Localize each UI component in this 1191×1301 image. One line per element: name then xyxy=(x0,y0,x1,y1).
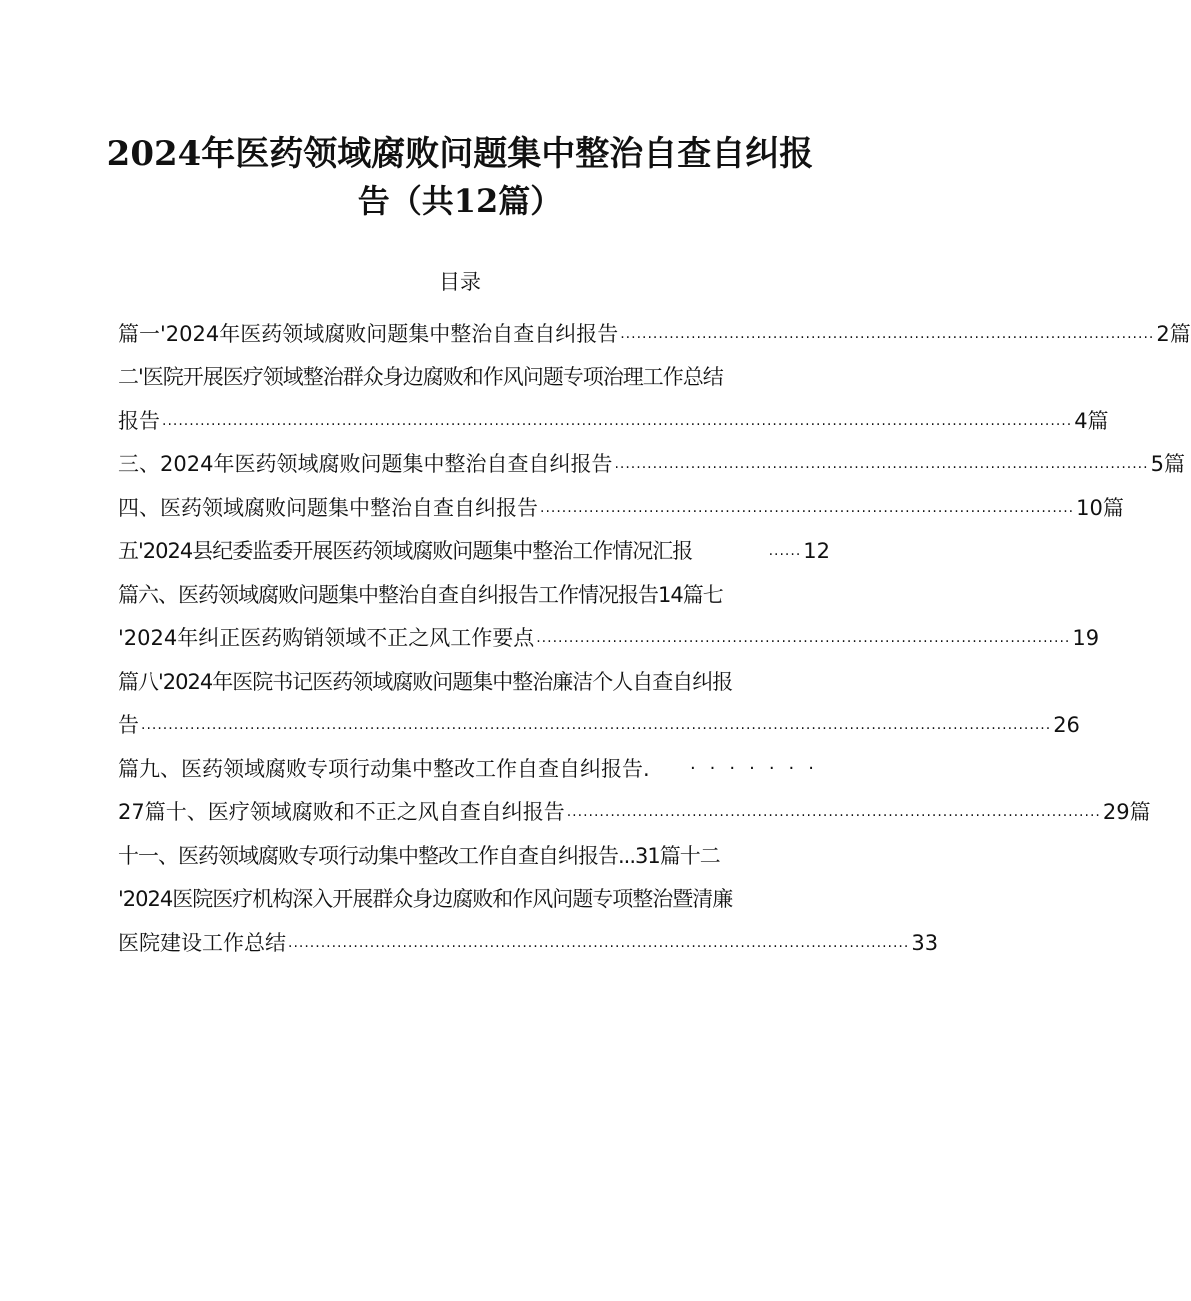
toc-entry-text: 篇六、医药领域腐败问题集中整治自查自纠报告工作情况报告14篇七 xyxy=(118,582,723,607)
toc-entry-text: 27篇十、医疗领域腐败和不正之风自查自纠报告 xyxy=(118,800,565,825)
toc-entry-text: 报告 xyxy=(118,408,160,433)
toc-entry-text: '2024医院医疗机构深入开展群众身边腐败和作风问题专项整治暨清廉 xyxy=(118,887,733,912)
toc-line-5[interactable] xyxy=(118,486,1124,530)
table-of-contents xyxy=(118,312,1191,965)
toc-leader-dots: .................................................................................................. xyxy=(614,456,1149,473)
document-title-line2: 告（共12篇） xyxy=(357,182,563,220)
toc-leader-dots: ...... xyxy=(768,543,802,560)
toc-leader-dots: .................................................................................................. xyxy=(566,804,1101,821)
toc-page-number: 19 xyxy=(1072,626,1100,651)
toc-entry-text: 五'2024县纪委监委开展医药领域腐败问题集中整治工作情况汇报 xyxy=(118,539,693,564)
toc-leader-dots: .................................................................................................................. xyxy=(288,934,910,951)
toc-page-number: 4篇 xyxy=(1074,408,1109,433)
toc-line-9[interactable] xyxy=(118,660,830,704)
toc-page-number: 2篇 xyxy=(1156,321,1191,346)
toc-leader-dots: .................................................................................................. xyxy=(536,630,1071,647)
toc-line-3[interactable] xyxy=(118,399,1109,443)
toc-entry-text: 医院建设工作总结 xyxy=(118,930,286,955)
toc-line-1[interactable] xyxy=(118,312,1191,356)
toc-page-number: 10篇 xyxy=(1076,495,1124,520)
toc-entry-text: 十一、医药领域腐败专项行动集中整改工作自查自纠报告...31篇十二 xyxy=(118,843,720,868)
toc-heading: 目录 xyxy=(439,270,481,294)
toc-page-number: 26 xyxy=(1053,713,1080,738)
toc-line-12[interactable] xyxy=(118,791,1151,835)
toc-line-10[interactable] xyxy=(118,704,1080,748)
toc-line-2[interactable] xyxy=(118,356,830,400)
toc-line-13[interactable] xyxy=(118,834,830,878)
toc-line-4[interactable] xyxy=(118,443,1185,487)
toc-line-6[interactable] xyxy=(118,530,830,574)
toc-leader-dots: ....................................................................................................................................................................... xyxy=(141,717,1052,734)
toc-page-number: 12 xyxy=(803,539,830,564)
toc-entry-text: 二'医院开展医疗领域整治群众身边腐败和作风问题专项治理工作总结 xyxy=(118,365,723,390)
toc-entry-text: 四、医药领域腐败问题集中整治自查自纠报告 xyxy=(118,495,538,520)
toc-line-8[interactable] xyxy=(118,617,1100,661)
toc-leader-dots: ······· xyxy=(689,757,828,779)
toc-entry-text: 三、2024年医药领域腐败问题集中整治自查自纠报告 xyxy=(118,452,613,477)
toc-line-14[interactable] xyxy=(118,878,830,922)
toc-page-number: 33 xyxy=(911,930,939,955)
toc-entry-text: '2024年纠正医药购销领域不正之风工作要点 xyxy=(118,626,535,651)
toc-entry-text: 篇八'2024年医院书记医药领域腐败问题集中整治廉洁个人自查自纠报 xyxy=(118,669,733,694)
toc-page-number: 5篇 xyxy=(1150,452,1185,477)
toc-leader-dots: ....................................................................................................................................................................... xyxy=(162,412,1073,429)
toc-leader-dots: .................................................................................................. xyxy=(540,499,1075,516)
toc-line-11[interactable] xyxy=(118,747,830,791)
toc-entry-text: 告 xyxy=(118,713,139,738)
toc-leader-dots: .................................................................................................. xyxy=(620,325,1155,342)
toc-page-number: 29篇 xyxy=(1102,800,1151,825)
toc-line-15[interactable] xyxy=(118,921,939,965)
document-title-line1: 2024年医药领域腐败问题集中整治自查自纠报 xyxy=(106,134,814,174)
toc-entry-text: 篇一'2024年医药领域腐败问题集中整治自查自纠报告 xyxy=(118,321,619,346)
toc-line-7[interactable] xyxy=(118,573,830,617)
toc-entry-text: 篇九、医药领域腐败专项行动集中整改工作自查自纠报告. xyxy=(118,756,650,781)
